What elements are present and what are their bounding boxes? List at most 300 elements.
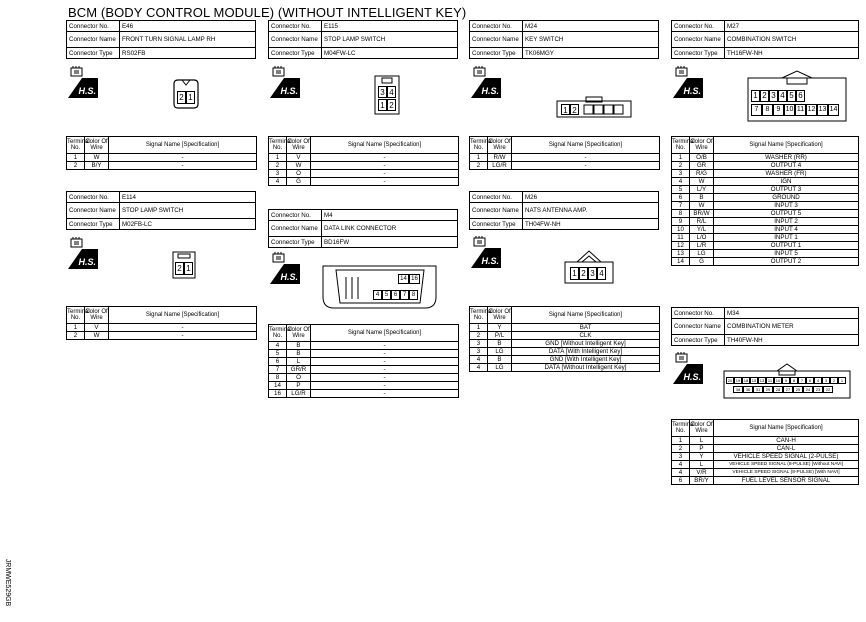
wire-color: Y/L (690, 226, 714, 234)
info-label: Connector Type (470, 48, 523, 59)
info-value: TH04FW-NH (523, 219, 659, 230)
terminal-no: 1 (470, 154, 488, 162)
signal-name: - (512, 154, 660, 162)
info-value: M27 (725, 21, 859, 32)
signal-name: INPUT 3 (714, 202, 859, 210)
wire-color: LG/R (287, 390, 311, 398)
connector-pin: 22 (823, 386, 833, 393)
connector-pin: 2 (760, 90, 769, 102)
terminal-no: 1 (269, 154, 287, 162)
info-value: STOP LAMP SWITCH (322, 32, 458, 48)
terminal-no: 6 (672, 194, 690, 202)
table-row (67, 332, 257, 340)
info-row (67, 48, 256, 59)
connector-pin: 4 (373, 290, 382, 300)
signal-name: VEHICLE SPEED SIGNAL (8-PULSE) [With NAVI] (714, 469, 859, 477)
wire-color: P/L (488, 332, 512, 340)
connector-face-e46 (168, 79, 204, 109)
connector-pin: 7 (798, 377, 806, 384)
info-label: Connector Name (672, 319, 725, 335)
header-row (470, 137, 660, 154)
connector-pin: 14 (398, 274, 409, 284)
wire-color-header: Color Of Wire (287, 325, 311, 342)
info-row (269, 21, 458, 32)
info-value: NATS ANTENNA AMP. (523, 203, 659, 219)
info-row (672, 48, 859, 59)
document-code: JRMWE529GB (4, 558, 12, 607)
table-row (269, 350, 459, 358)
terminal-no-header: Terminal No. (672, 137, 690, 154)
info-row (672, 32, 859, 48)
terminal-no: 10 (672, 226, 690, 234)
signal-name: INPUT 1 (714, 234, 859, 242)
wire-color: GR/R (287, 366, 311, 374)
wire-color: R/L (690, 218, 714, 226)
info-label: Connector No. (269, 21, 322, 32)
terminal-no: 8 (672, 210, 690, 218)
wire-color: O (287, 170, 311, 178)
wire-color: G (690, 258, 714, 266)
connector-pin: 9 (773, 104, 784, 116)
info-value: KEY SWITCH (523, 32, 659, 48)
signal-name: OUTPUT 4 (714, 162, 859, 170)
terminal-no: 4 (672, 461, 690, 469)
table-row (672, 437, 859, 445)
wire-color: L (287, 358, 311, 366)
info-row (269, 210, 458, 221)
wire-color-header: Color Of Wire (488, 307, 512, 324)
signal-name: DATA [Without Intelligent Key] (512, 364, 660, 372)
connector-pin: 28 (773, 386, 783, 393)
terminal-no: 4 (672, 469, 690, 477)
connector-pin: 4 (387, 86, 396, 98)
signal-name: - (311, 178, 459, 186)
signal-name: FUEL LEVEL SENSOR SIGNAL (714, 477, 859, 485)
connector-pin: 8 (409, 290, 418, 300)
terminal-no-header: Terminal No. (269, 325, 287, 342)
info-label: Connector Name (67, 203, 120, 219)
harness-side-icon: H.S. (471, 66, 501, 98)
connector-info-m26 (469, 191, 659, 230)
connector-pin: 7 (400, 290, 409, 300)
info-row (470, 48, 659, 59)
wire-color: GR (690, 162, 714, 170)
info-label: Connector Name (269, 221, 322, 237)
table-row (672, 162, 859, 170)
wire-color: B (287, 342, 311, 350)
table-row (672, 154, 859, 162)
info-value: E115 (322, 21, 458, 32)
connector-pin: 24 (803, 386, 813, 393)
connector-pin: 9 (782, 377, 790, 384)
signal-name: OUTPUT 1 (714, 242, 859, 250)
connector-pin: 13 (817, 104, 828, 116)
info-value: E46 (120, 21, 256, 32)
info-value: TH16FW-NH (725, 48, 859, 59)
terminal-no: 9 (672, 218, 690, 226)
terminal-no: 16 (269, 390, 287, 398)
table-row (470, 364, 660, 372)
wire-color-header: Color Of Wire (690, 420, 714, 437)
info-row (672, 308, 859, 319)
table-row (67, 162, 257, 170)
connector-face-e115 (374, 75, 400, 115)
terminal-no: 3 (672, 453, 690, 461)
signal-name: - (311, 350, 459, 358)
table-row (672, 242, 859, 250)
connector-pin: 5 (787, 90, 796, 102)
connector-pin: 20 (727, 378, 733, 383)
connector-pin: 14 (828, 104, 839, 116)
table-row (470, 356, 660, 364)
connector-face-m4 (322, 265, 437, 309)
wire-color: LG (690, 250, 714, 258)
connector-info-m4 (268, 209, 458, 248)
connector-info-m27 (671, 20, 859, 59)
wire-color: W (690, 202, 714, 210)
info-row (67, 219, 256, 230)
info-row (672, 335, 859, 346)
signal-name: VEHICLE SPEED SIGNAL (8-PULSE) [Without NAVI] (714, 461, 859, 469)
connector-pin: 3 (588, 267, 597, 280)
table-row (672, 469, 859, 477)
info-row (67, 192, 256, 203)
info-value: M04FW-LC (322, 48, 458, 59)
wire-color: O/B (690, 154, 714, 162)
wire-color: W (85, 154, 109, 162)
info-row (67, 203, 256, 219)
wire-color: R/W (488, 154, 512, 162)
harness-side-icon: H.S. (270, 66, 300, 98)
connector-info-m34 (671, 307, 859, 346)
info-value: M34 (725, 308, 859, 319)
wire-color: Y (488, 324, 512, 332)
connector-pin: 8 (790, 377, 798, 384)
page-title: BCM (BODY CONTROL MODULE) (WITHOUT INTELLIGENT KEY) (68, 5, 467, 20)
header-row (672, 137, 859, 154)
table-row (672, 210, 859, 218)
wire-color: W (690, 178, 714, 186)
wire-color: L/Y (690, 186, 714, 194)
connector-pin: 3 (822, 377, 830, 384)
signal-name: - (109, 324, 257, 332)
terminal-no: 1 (470, 324, 488, 332)
info-label: Connector No. (67, 192, 120, 203)
wire-color-header: Color Of Wire (85, 307, 109, 324)
connector-pin: 2 (387, 99, 396, 111)
table-row (470, 332, 660, 340)
info-label: Connector Name (672, 32, 725, 48)
info-value: TH40FW-NH (725, 335, 859, 346)
connector-pin: 4 (814, 377, 822, 384)
connector-pin: 2 (830, 377, 838, 384)
info-value: FRONT TURN SIGNAL LAMP RH (120, 32, 256, 48)
connector-face-e114 (172, 251, 196, 279)
connector-pin: 13 (759, 378, 765, 383)
header-row (67, 137, 257, 154)
table-row (672, 453, 859, 461)
connector-pin: 18 (743, 378, 749, 383)
header-row (269, 325, 459, 342)
signal-name: CAN-L (714, 445, 859, 453)
signal-name-header: Signal Name [Specification] (512, 307, 660, 324)
connector-pin: 8 (762, 104, 773, 116)
wire-color: L (690, 437, 714, 445)
table-row (269, 366, 459, 374)
terminal-no: 5 (269, 350, 287, 358)
signal-name: VEHICLE SPEED SIGNAL (2-PULSE) (714, 453, 859, 461)
terminal-no-header: Terminal No. (672, 420, 690, 437)
info-label: Connector Type (672, 335, 725, 346)
table-row (269, 382, 459, 390)
connector-info-m24 (469, 20, 659, 59)
connector-info-e46 (66, 20, 256, 59)
info-row (269, 32, 458, 48)
terminal-no-header: Terminal No. (470, 307, 488, 324)
connector-pin: 2 (579, 267, 588, 280)
connector-pin: 11 (795, 104, 806, 116)
terminal-no-header: Terminal No. (67, 307, 85, 324)
wire-color: V (287, 154, 311, 162)
table-row (470, 154, 660, 162)
table-row (67, 154, 257, 162)
info-label: Connector Name (470, 32, 523, 48)
signal-name-header: Signal Name [Specification] (109, 137, 257, 154)
table-row (269, 358, 459, 366)
signal-name-header: Signal Name [Specification] (311, 137, 459, 154)
harness-side-icon: H.S. (68, 237, 98, 269)
info-value: RS02FB (120, 48, 256, 59)
wire-color: LG (488, 364, 512, 372)
connector-pin: 2 (177, 91, 186, 104)
wire-color-header: Color Of Wire (85, 137, 109, 154)
harness-side-icon: H.S. (673, 66, 703, 98)
table-row (672, 461, 859, 469)
signal-name: - (109, 332, 257, 340)
info-row (269, 221, 458, 237)
signal-name: - (311, 342, 459, 350)
table-row (269, 178, 459, 186)
signal-name: - (311, 374, 459, 382)
connector-info-e115 (268, 20, 458, 59)
terminal-table-e115 (268, 136, 459, 186)
signal-name: WASHER (RR) (714, 154, 859, 162)
table-row (672, 445, 859, 453)
signal-name: - (311, 366, 459, 374)
terminal-table-m24 (469, 136, 660, 170)
connector-pin: 5 (382, 290, 391, 300)
info-value: COMBINATION METER (725, 319, 859, 335)
wire-color-header: Color Of Wire (690, 137, 714, 154)
info-value: DATA LINK CONNECTOR (322, 221, 458, 237)
terminal-no: 6 (269, 358, 287, 366)
table-row (672, 194, 859, 202)
wire-color: B (488, 356, 512, 364)
info-row (672, 21, 859, 32)
terminal-no: 12 (672, 242, 690, 250)
connector-pin: 6 (796, 90, 805, 102)
table-row (269, 342, 459, 350)
info-value: M26 (523, 192, 659, 203)
signal-name: OUTPUT 5 (714, 210, 859, 218)
signal-name: - (311, 382, 459, 390)
info-value: STOP LAMP SWITCH (120, 203, 256, 219)
wire-color: L/O (690, 234, 714, 242)
table-row (672, 477, 859, 485)
info-label: Connector Type (470, 219, 523, 230)
terminal-no: 1 (672, 154, 690, 162)
terminal-table-m4 (268, 324, 459, 398)
wire-color: P (690, 445, 714, 453)
connector-info-e114 (66, 191, 256, 230)
info-label: Connector No. (470, 21, 523, 32)
wire-color: B (488, 340, 512, 348)
info-label: Connector No. (672, 21, 725, 32)
wire-color: R/G (690, 170, 714, 178)
connector-pin: 27 (783, 386, 793, 393)
table-row (269, 154, 459, 162)
terminal-table-m27 (671, 136, 859, 266)
info-value: COMBINATION SWITCH (725, 32, 859, 48)
terminal-no: 1 (67, 324, 85, 332)
terminal-no-header: Terminal No. (67, 137, 85, 154)
table-row (672, 250, 859, 258)
connector-pin: 2 (175, 262, 184, 275)
table-row (470, 340, 660, 348)
terminal-table-m26 (469, 306, 660, 372)
info-row (470, 219, 659, 230)
connector-pin: 15 (751, 378, 757, 383)
info-label: Connector No. (269, 210, 322, 221)
terminal-no: 2 (672, 445, 690, 453)
header-row (470, 307, 660, 324)
connector-pin: 4 (778, 90, 787, 102)
connector-face-m34 (723, 363, 851, 399)
connector-pin: 3 (769, 90, 778, 102)
info-label: Connector Type (672, 48, 725, 59)
header-row (672, 420, 859, 437)
info-label: Connector Type (269, 48, 322, 59)
connector-pin: 10 (775, 378, 781, 383)
wire-color: L (690, 461, 714, 469)
wire-color: LG (488, 348, 512, 356)
harness-side-icon: H.S. (270, 252, 300, 284)
header-row (269, 137, 459, 154)
connector-pin: 6 (391, 290, 400, 300)
connector-pin: 1 (378, 99, 387, 111)
wire-color: B (690, 194, 714, 202)
table-row (67, 324, 257, 332)
terminal-no: 7 (269, 366, 287, 374)
terminal-no: 3 (672, 170, 690, 178)
connector-pin: 1 (561, 104, 570, 115)
connector-pin: 29 (763, 386, 773, 393)
signal-name: BAT (512, 324, 660, 332)
table-row (672, 170, 859, 178)
wire-color: W (287, 162, 311, 170)
table-row (470, 348, 660, 356)
table-row (672, 226, 859, 234)
signal-name: GND [With Intelligent Key] (512, 356, 660, 364)
table-row (672, 218, 859, 226)
connector-face-m24 (556, 96, 632, 118)
terminal-no: 3 (470, 348, 488, 356)
wire-color: P (287, 382, 311, 390)
signal-name: - (311, 390, 459, 398)
connector-pin: 1 (186, 91, 195, 104)
connector-pin: 4 (597, 267, 606, 280)
wire-color: G (287, 178, 311, 186)
signal-name-header: Signal Name [Specification] (311, 325, 459, 342)
signal-name: - (311, 170, 459, 178)
terminal-no: 13 (672, 250, 690, 258)
terminal-no: 8 (269, 374, 287, 382)
signal-name: OUTPUT 3 (714, 186, 859, 194)
connector-pin: 2 (570, 104, 579, 115)
signal-name: - (311, 162, 459, 170)
info-label: Connector Name (269, 32, 322, 48)
connector-pin: 23 (813, 386, 823, 393)
wire-color: B (287, 350, 311, 358)
wire-color: Y (690, 453, 714, 461)
terminal-table-m34 (671, 419, 859, 485)
info-row (470, 32, 659, 48)
info-value: E114 (120, 192, 256, 203)
info-label: Connector Type (269, 237, 322, 248)
terminal-no: 2 (672, 162, 690, 170)
connector-pin: 25 (793, 386, 803, 393)
connector-pin: 11 (767, 378, 773, 383)
harness-side-icon: H.S. (68, 66, 98, 98)
info-label: Connector Name (67, 32, 120, 48)
connector-pin: 38 (733, 386, 743, 393)
terminal-no: 4 (672, 178, 690, 186)
info-value: M02FB-LC (120, 219, 256, 230)
harness-side-icon: H.S. (471, 236, 501, 268)
connector-pin: 19 (735, 378, 741, 383)
table-row (470, 324, 660, 332)
signal-name: - (109, 162, 257, 170)
table-row (269, 162, 459, 170)
connector-pin: 1 (184, 262, 193, 275)
connector-pin: 10 (784, 104, 795, 116)
terminal-no: 5 (672, 186, 690, 194)
terminal-no-header: Terminal No. (269, 137, 287, 154)
info-row (269, 48, 458, 59)
wire-color: BR/W (690, 210, 714, 218)
info-label: Connector No. (672, 308, 725, 319)
table-row (470, 162, 660, 170)
connector-pin: 7 (751, 104, 762, 116)
connector-pin: 6 (806, 377, 814, 384)
table-row (269, 374, 459, 382)
info-label: Connector Name (470, 203, 523, 219)
connector-pin: 36 (743, 386, 753, 393)
info-label: Connector No. (67, 21, 120, 32)
terminal-no: 2 (269, 162, 287, 170)
wire-color: B/Y (85, 162, 109, 170)
signal-name: - (311, 154, 459, 162)
signal-name: - (512, 162, 660, 170)
info-value: M4 (322, 210, 458, 221)
terminal-no: 14 (672, 258, 690, 266)
terminal-table-e114 (66, 306, 257, 340)
signal-name: GND [Without Intelligent Key] (512, 340, 660, 348)
signal-name: INPUT 5 (714, 250, 859, 258)
terminal-no: 7 (672, 202, 690, 210)
header-row (67, 307, 257, 324)
info-value: BD16FW (322, 237, 458, 248)
